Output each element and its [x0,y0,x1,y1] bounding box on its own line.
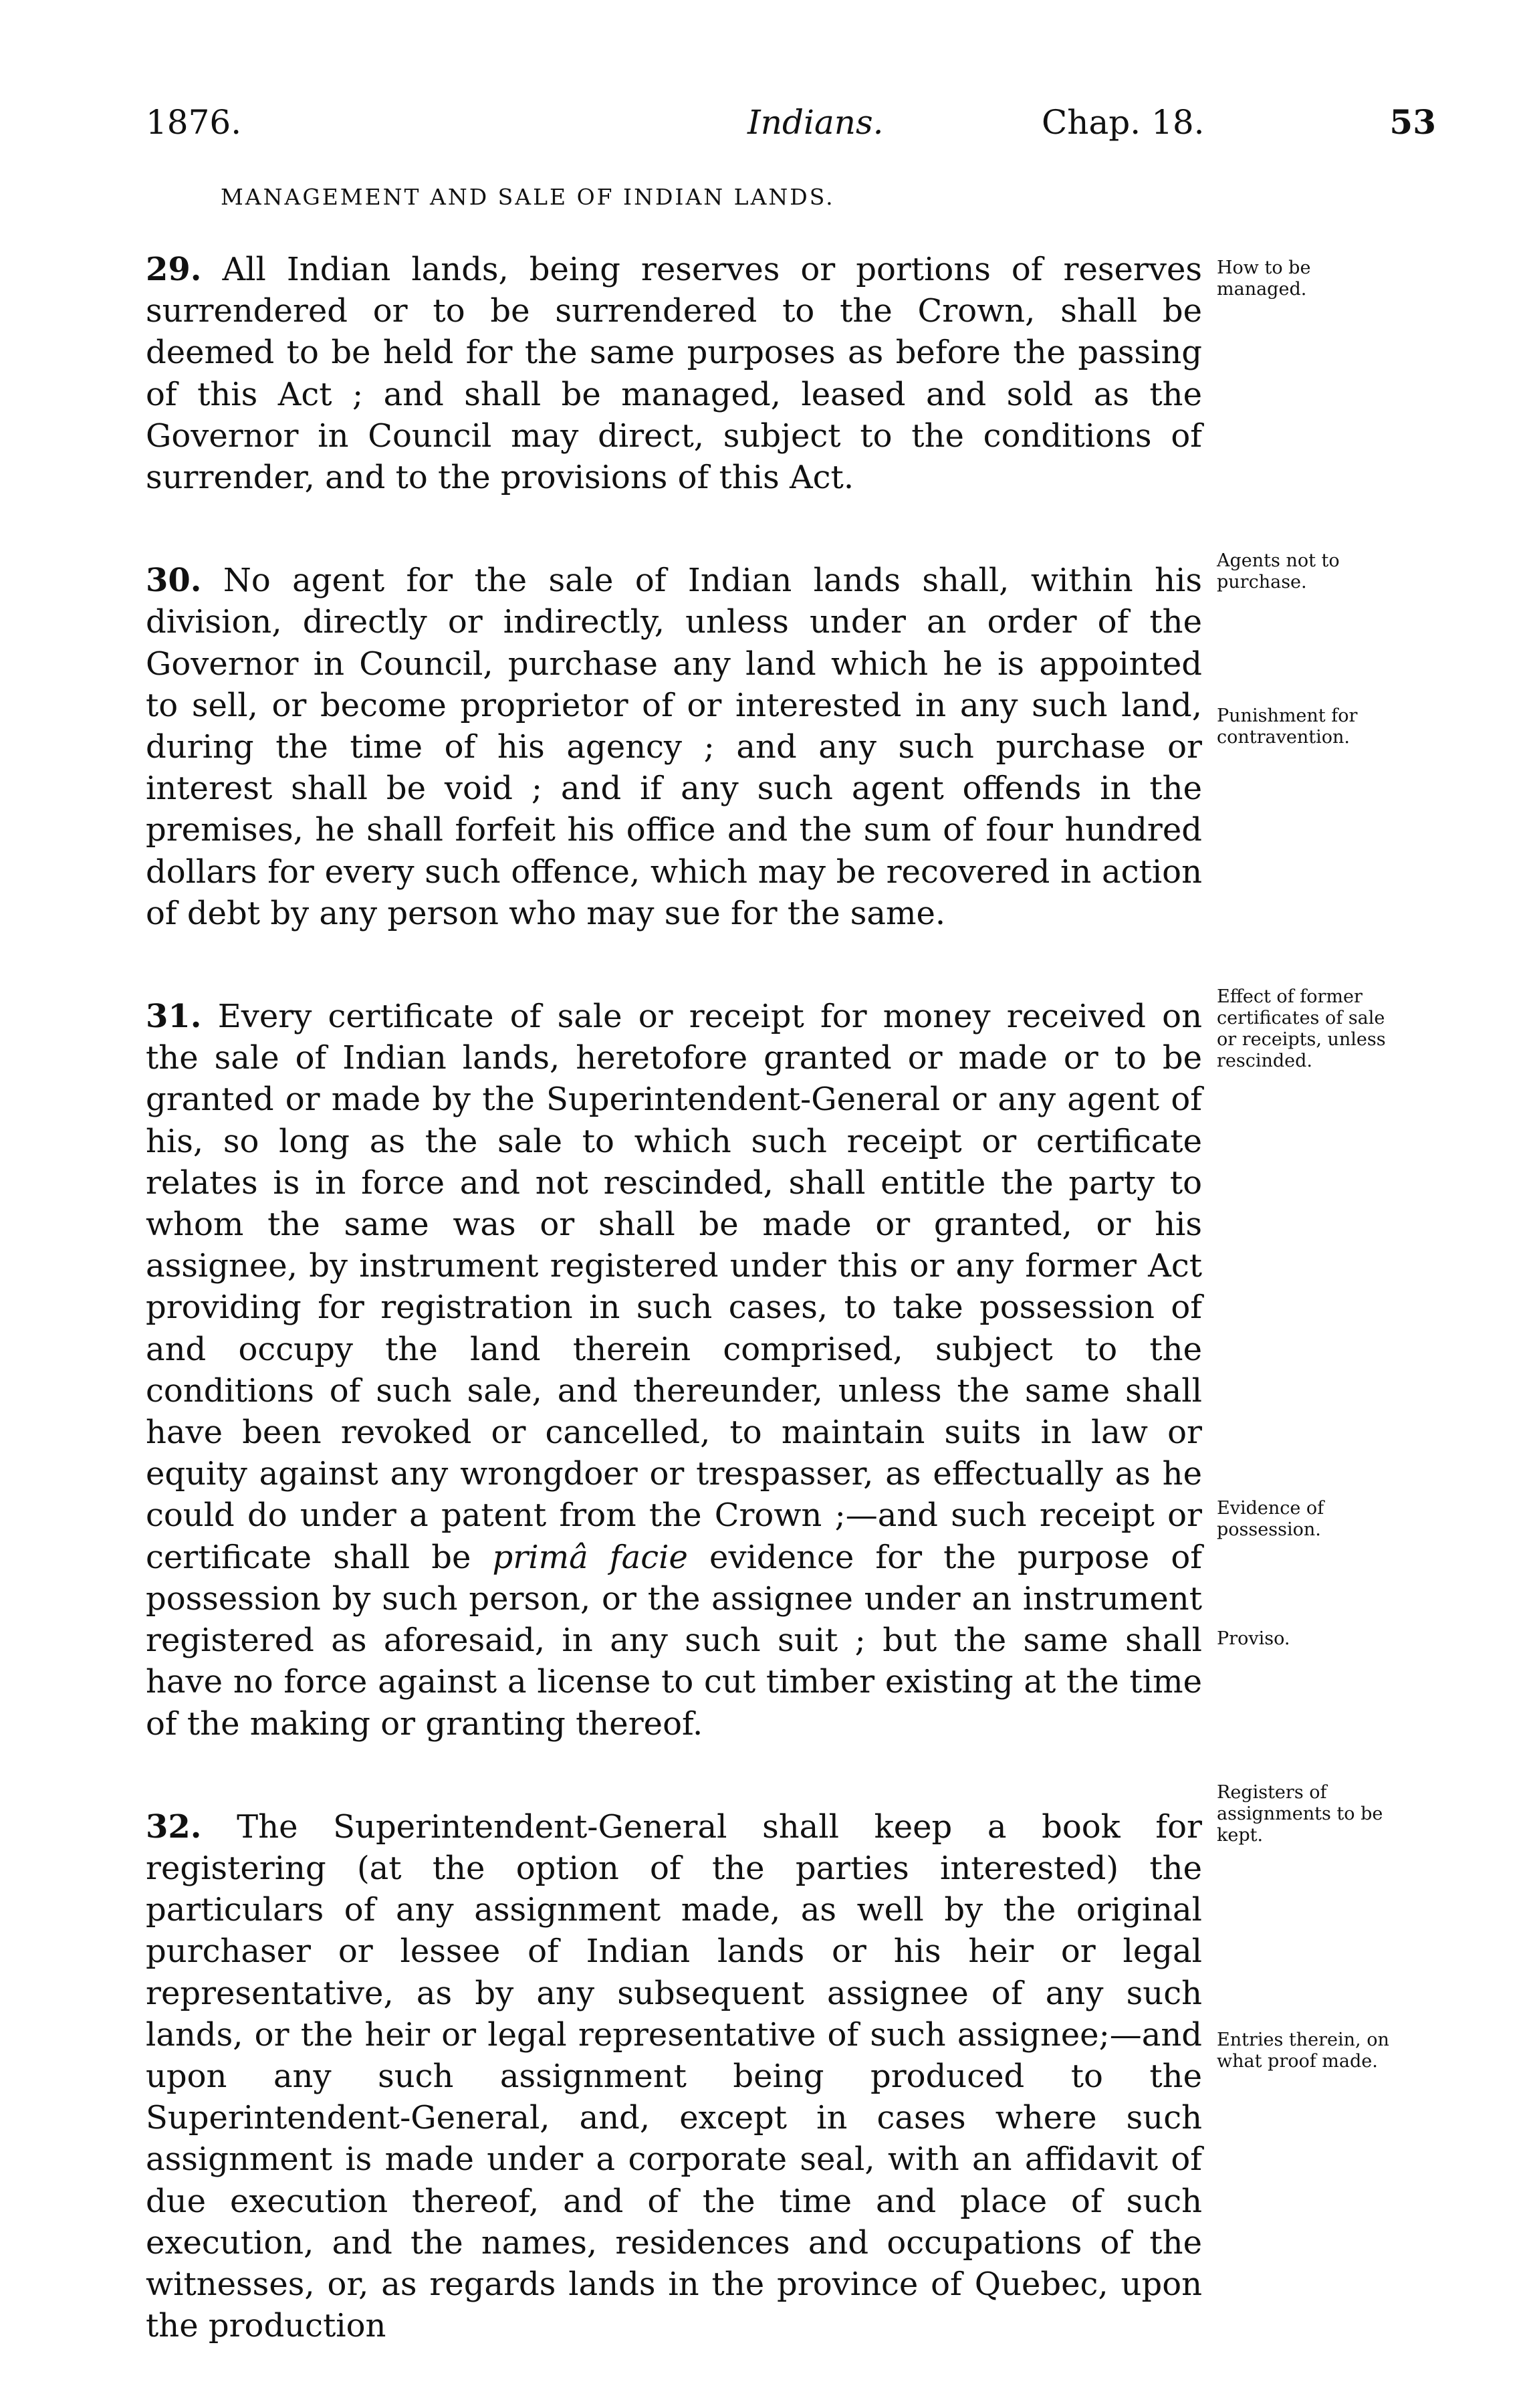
section-text: Every certificate of sale or receipt for money received on the sale of Indian lands, heretofore granted or made or to be granted or made by the Superintendent-General or any agent of his, so long as the sale to which such receipt or certificate relates is in force and not rescinded, shall entitle the party to whom the same was or shall be made or granted, or his assignee, by instrument registered under this or any former Act providing for registration in such cases, to take possession of and occupy the land therein comprised, subject to the conditions of such sale, and thereunder, unless the same shall have been revoked or cancelled, to maintain suits in law or equity against any wrongdoer or trespasser, as effectually as he could do under a patent from the Crown ;—and such receipt or certificate shall be [146,998,1202,1576]
marginal-note-how-to-be-managed: How to be managed. [1217,257,1311,300]
marginal-note-entries-therein: Entries therein, on what proof made. [1217,2030,1389,2072]
section-30 [146,560,1202,934]
header-chapter: Chap. 18. [1042,103,1205,142]
section-number: 30. [146,562,202,600]
marginal-note-effect-of-certificates: Effect of former certificates of sale or receipts, unless rescinded. [1217,986,1386,1071]
section-32 [146,1806,1202,2347]
document-body [146,249,1202,2408]
section-heading: MANAGEMENT AND SALE OF INDIAN LANDS. [221,184,835,210]
section-text: The Superintendent-General shall keep a book for registering (at the option of the parties interested) the particulars of any assignment made, as well by the original purchaser or lessee of Indian lands or his heir or legal representative, as by any subsequent assignee of any such lands, or the heir or legal representative of such assignee;—and upon any such assignment being produced to the Superintendent-General, and, except in cases where such assignment is made under a corporate seal, with an affidavit of due execution thereof, and of the time and place of such execution, and the names, residences and occupations of the witnesses, or, as regards lands in the province of Quebec, upon the production [146,1808,1203,2345]
section-31 [146,996,1202,1745]
section-29 [146,249,1202,498]
marginal-note-registers-of-assignments: Registers of assignments to be kept. [1217,1782,1383,1846]
section-number: 32. [146,1808,202,1846]
section-text: No agent for the sale of Indian lands shall, within his division, directly or indirectly, unless under an order of the Governor in Council, purchase any land which he is appointed to sell, or become proprietor of or interested in any such land, during the time of his agency ; and any such purchase or interest shall be void ; and if any such agent offends in the premises, he shall forfeit his office and the sum of four hundred dollars for every such offence, which may be recovered in action of debt by any person who may sue for the same. [146,562,1202,932]
marginal-note-agents-not-to-purchase: Agents not to purchase. [1217,550,1340,592]
header-year: 1876. [146,103,242,142]
header-page-number: 53 [1389,102,1436,142]
section-text-italic: primâ facie [492,1538,688,1576]
running-header [146,99,1436,146]
marginal-note-proviso: Proviso. [1217,1628,1290,1649]
section-text: All Indian lands, being reserves or portions of reserves surrendered or to be surrendered to the Crown, shall be deemed to be held for the same purposes as before the passing of this Act ; and shall be managed, leased and sold as the Governor in Council may direct, subject to the conditions of surrender, and to the provisions of this Act. [146,251,1202,497]
section-number: 29. [146,251,202,288]
marginal-note-punishment: Punishment for contravention. [1217,705,1358,748]
marginal-note-evidence-of-possession: Evidence of possession. [1217,1498,1324,1540]
header-title: Indians. [747,103,884,142]
section-number: 31. [146,998,202,1036]
section-text: evidence for the purpose of possession by such person, or the assignee under an instrument registered as aforesaid, in any such suit ; but the same shall have no force against a license to cut timber existing at the time of the making or granting thereof. [146,1538,1202,1743]
